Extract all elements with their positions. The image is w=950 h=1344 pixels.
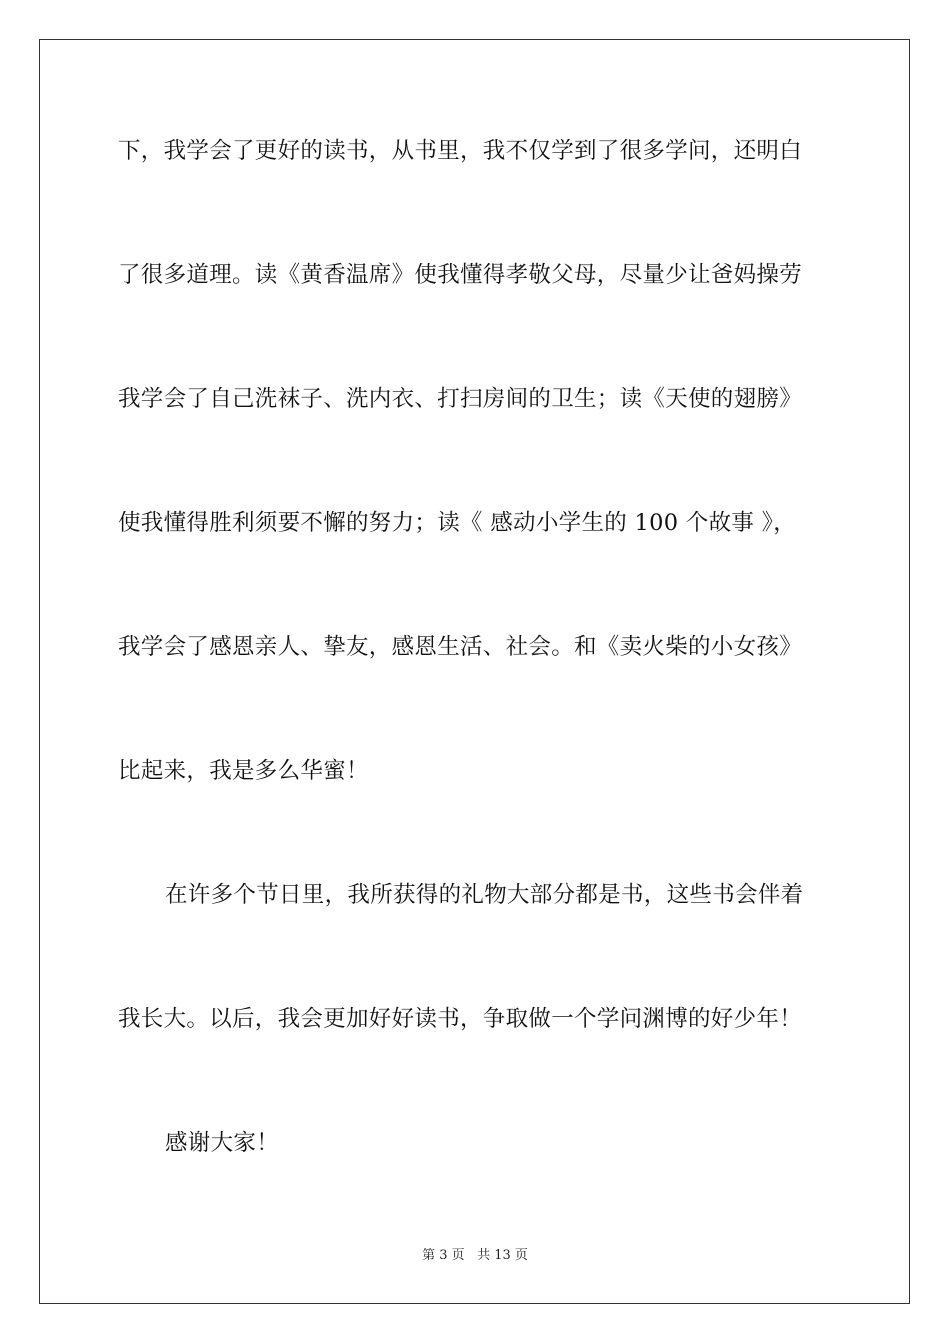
page-border: [39, 39, 910, 1304]
paragraph-line-6: 比起来，我是多么华蜜！: [118, 758, 369, 784]
page-number: 第 3 页: [422, 1248, 465, 1263]
closing-line: 感谢大家！: [165, 1130, 280, 1156]
paragraph-line-3: 我学会了自己洗袜子、洗内衣、打扫房间的卫生；读《天使的翅膀》: [118, 386, 803, 412]
page-total: 共 13 页: [477, 1248, 528, 1263]
paragraph-line-4: 使我懂得胜利须要不懈的努力；读《 感动小学生的 100 个故事 》，: [118, 510, 797, 536]
paragraph-line-7: 在许多个节日里，我所获得的礼物大部分都是书，这些书会伴着: [165, 882, 804, 908]
paragraph-line-5: 我学会了感恩亲人、挚友，感恩生活、社会。和《卖火柴的小女孩》: [118, 634, 803, 660]
page-footer: [0, 1247, 950, 1265]
paragraph-line-1: 下，我学会了更好的读书，从书里，我不仅学到了很多学问，还明白: [118, 138, 803, 164]
paragraph-line-8: 我长大。以后，我会更加好好读书，争取做一个学问渊博的好少年！: [118, 1006, 803, 1032]
paragraph-line-2: 了很多道理。读《黄香温席》使我懂得孝敬父母，尽量少让爸妈操劳: [118, 262, 803, 288]
